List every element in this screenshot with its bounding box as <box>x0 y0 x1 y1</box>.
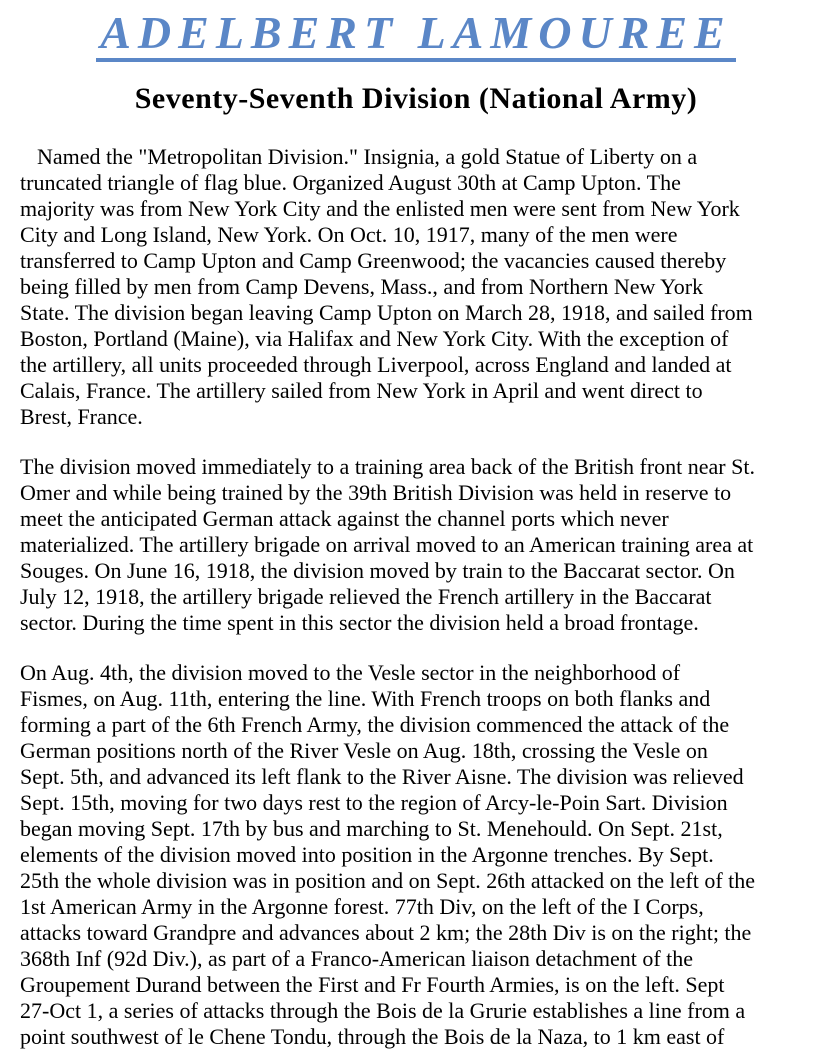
text-line: July 12, 1918, the artillery brigade relieved the French artillery in the Baccarat <box>20 584 712 609</box>
text-line: Boston, Portland (Maine), via Halifax and New York City. With the exception of <box>20 326 729 351</box>
document-body <box>20 144 812 1050</box>
text-line: On Aug. 4th, the division moved to the Vesle sector in the neighborhood of <box>20 660 681 685</box>
text-line: truncated triangle of flag blue. Organized August 30th at Camp Upton. The <box>20 170 681 195</box>
text-line: Groupement Durand between the First and Fr Fourth Armies, is on the left. Sept <box>20 972 725 997</box>
page-title <box>20 7 812 62</box>
text-line: Sept. 5th, and advanced its left flank to the River Aisne. The division was relieved <box>20 764 744 789</box>
text-line: materialized. The artillery brigade on arrival moved to an American training area at <box>20 532 754 557</box>
text-line: City and Long Island, New York. On Oct. 10, 1917, many of the men were <box>20 222 678 247</box>
text-line: 27-Oct 1, a series of attacks through the Bois de la Grurie establishes a line from a <box>20 998 746 1023</box>
text-line: Omer and while being trained by the 39th British Division was held in reserve to <box>20 480 732 505</box>
text-line: Sept. 15th, moving for two days rest to the region of Arcy-le-Poin Sart. Division <box>20 790 728 815</box>
paragraph-1 <box>20 144 812 430</box>
division-heading: Seventy-Seventh Division (National Army) <box>134 82 698 115</box>
text-line: transferred to Camp Upton and Camp Greenwood; the vacancies caused thereby <box>20 248 727 273</box>
text-line: attacks toward Grandpre and advances about 2 km; the 28th Div is on the right; the <box>20 920 752 945</box>
text-line: majority was from New York City and the enlisted men were sent from New York <box>20 196 740 221</box>
text-line: elements of the division moved into position in the Argonne trenches. By Sept. <box>20 842 714 867</box>
text-line: point southwest of le Chene Tondu, through the Bois de la Naza, to 1 km east of <box>20 1024 725 1049</box>
text-line: forming a part of the 6th French Army, the division commenced the attack of the <box>20 712 730 737</box>
text-line: 25th the whole division was in position and on Sept. 26th attacked on the left of the <box>20 868 756 893</box>
text-line: Named the "Metropolitan Division." Insignia, a gold Statue of Liberty on a <box>37 144 698 169</box>
text-line: The division moved immediately to a training area back of the British front near St. <box>20 454 755 479</box>
text-line: being filled by men from Camp Devens, Mass., and from Northern New York <box>20 274 704 299</box>
text-line: Souges. On June 16, 1918, the division moved by train to the Baccarat sector. On <box>20 558 735 583</box>
page-title-text: ADELBERT LAMOUREE <box>96 10 736 62</box>
text-line: the artillery, all units proceeded through Liverpool, across England and landed at <box>20 352 732 377</box>
text-line: Fismes, on Aug. 11th, entering the line. With French troops on both flanks and <box>20 686 711 711</box>
paragraph-3 <box>20 660 812 1050</box>
text-line: Brest, France. <box>20 404 143 429</box>
paragraph-2 <box>20 454 812 636</box>
text-line: 368th Inf (92d Div.), as part of a Franco-American liaison detachment of the <box>20 946 694 971</box>
text-line: State. The division began leaving Camp Upton on March 28, 1918, and sailed from <box>20 300 753 325</box>
text-line: German positions north of the River Vesle on Aug. 18th, crossing the Vesle on <box>20 738 708 763</box>
text-line: Calais, France. The artillery sailed from New York in April and went direct to <box>20 378 703 403</box>
text-line: meet the anticipated German attack against the channel ports which never <box>20 506 669 531</box>
text-line: sector. During the time spent in this sector the division held a broad frontage. <box>20 610 699 635</box>
text-line: 1st American Army in the Argonne forest. 77th Div, on the left of the I Corps, <box>20 894 704 919</box>
text-line: began moving Sept. 17th by bus and marching to St. Menehould. On Sept. 21st, <box>20 816 723 841</box>
